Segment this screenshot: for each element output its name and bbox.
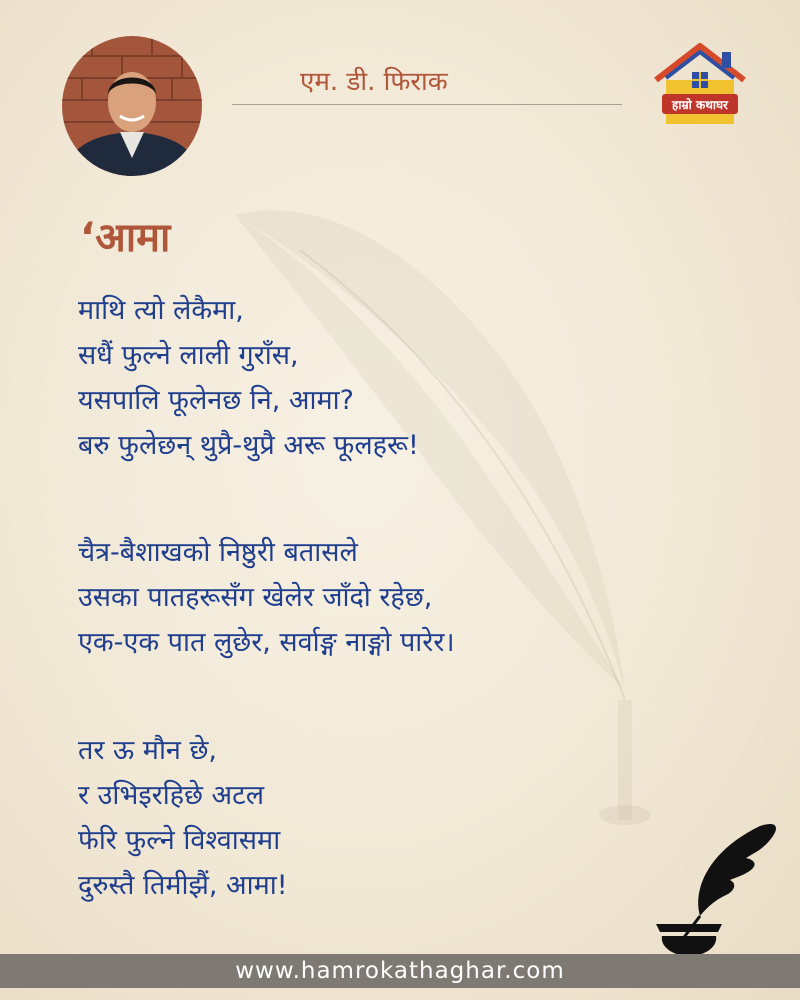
poem-title: ‘आमा xyxy=(80,215,171,261)
footer-bar xyxy=(0,954,800,988)
poem-line: र उभिइरहिछे अटल xyxy=(78,780,265,811)
logo-text: हाम्रो कथाघर xyxy=(672,98,728,112)
poem-line: उसका पातहरूसँग खेलेर जाँदो रहेछ, xyxy=(78,582,433,613)
author-name: एम. डी. फिराक xyxy=(300,67,448,97)
stanza-2 xyxy=(78,530,455,665)
quill-inkpot-icon xyxy=(652,818,782,958)
poem-line: सधैं फुल्ने लाली गुराँस, xyxy=(78,340,299,371)
stanza-1 xyxy=(78,288,419,468)
brand-logo[interactable] xyxy=(648,42,752,126)
poem-line: तर ऊ मौन छे, xyxy=(78,735,218,766)
poem-line: फेरि फुल्ने विश्वासमा xyxy=(78,825,281,856)
website-link[interactable]: www.hamrokathaghar.com xyxy=(235,958,565,984)
house-logo-icon xyxy=(648,42,752,126)
poem-line: बरु फुलेछन् थुप्रै-थुप्रै अरू फूलहरू! xyxy=(78,430,419,461)
author-avatar xyxy=(62,36,202,176)
poem-line: चैत्र-बैशाखको निष्ठुरी बतासले xyxy=(78,537,358,568)
poem-line: यसपालि फूलेनछ नि, आमा? xyxy=(78,385,354,416)
stanza-3 xyxy=(78,728,288,908)
poem-line: एक-एक पात लुछेर, सर्वाङ्ग नाङ्गो पारेर। xyxy=(78,627,455,658)
poem-line: माथि त्यो लेकैमा, xyxy=(78,295,244,326)
header-divider xyxy=(232,104,622,105)
poem-line: दुरुस्तै तिमीझैं, आमा! xyxy=(78,870,288,901)
